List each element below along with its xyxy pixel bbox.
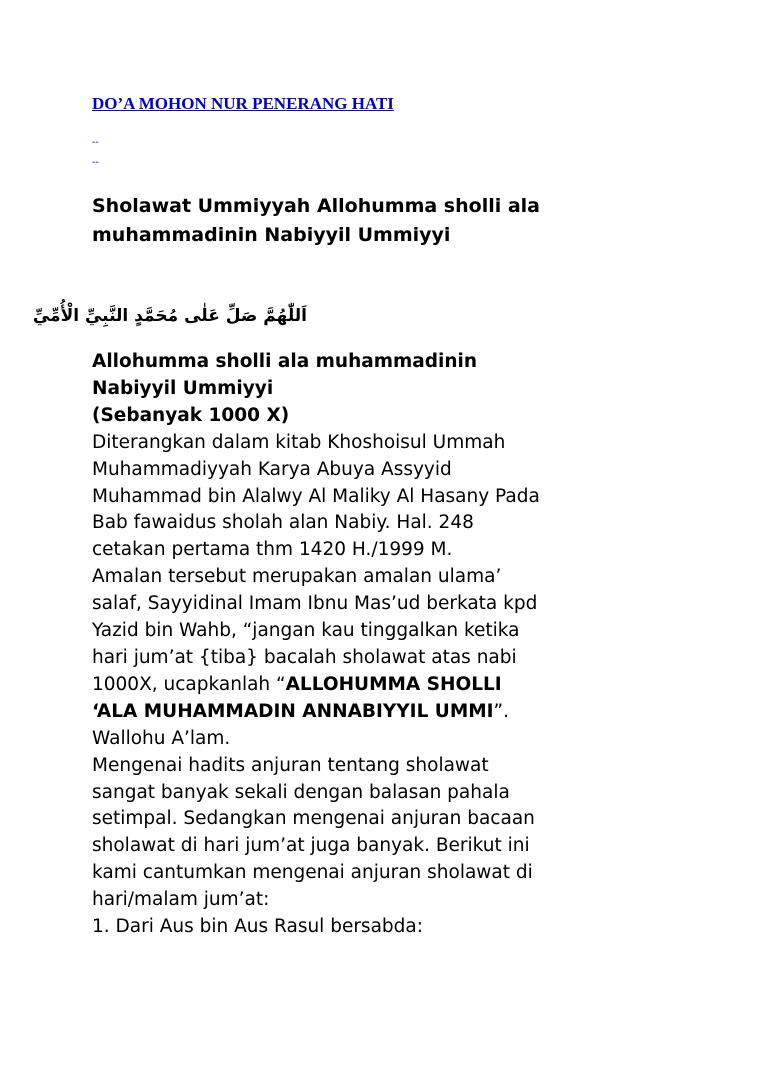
quote-line [92, 672, 692, 699]
body-line: Diterangkan dalam kitab Khoshoisul Ummah [92, 431, 506, 453]
body-line: salaf, Sayyidinal Imam Ibnu Mas’ud berkata kpd [92, 593, 538, 615]
body-line: setimpal. Sedangkan mengenai anjuran bacaan [92, 808, 535, 830]
sholawat-heading [92, 192, 692, 250]
separator-dash: -- [92, 137, 99, 148]
body-line: sholawat di hari jum’at juga banyak. Berikut ini [92, 835, 530, 857]
bold-line: (Sebanyak 1000 X) [92, 404, 290, 426]
body-line: cetakan pertama thm 1420 H./1999 M. [92, 539, 453, 561]
quote-bold: ‘ALA MUHAMMADIN ANNABIYYIL UMMI [92, 700, 494, 722]
body-line: hari/malam jum’at: [92, 889, 270, 911]
body-text [92, 349, 692, 941]
document-title: DO’A MOHON NUR PENERANG HATI [92, 94, 394, 113]
body-line: 1. Dari Aus bin Aus Rasul bersabda: [92, 916, 423, 938]
bold-line: Allohumma sholli ala muhammadinin [92, 351, 478, 372]
body-line: Muhammadiyyah Karya Abuya Assyyid [92, 458, 452, 480]
body-line: Yazid bin Wahb, “jangan kau tinggalkan ketika [92, 620, 520, 642]
body-line: sangat banyak sekali dengan balasan pahala [92, 781, 510, 803]
quote-bold: ALLOHUMMA SHOLLI [285, 673, 502, 695]
heading-line: Sholawat Ummiyyah Allohumma sholli ala [92, 195, 541, 217]
arabic-sholawat: اَللّٰهُمَّ صَلِّ عَلٰى مُحَمَّدٍ النَّبِيِّ الْأُمِّيِّ [32, 306, 307, 326]
body-line: kami cantumkan mengenai anjuran sholawat di [92, 862, 533, 884]
bold-line: Nabiyyil Ummiyyi [92, 377, 274, 399]
quote-line [92, 699, 692, 726]
body-line: Amalan tersebut merupakan amalan ulama’ [92, 566, 502, 588]
heading-line: muhammadinin Nabiyyil Ummiyyi [92, 224, 451, 246]
body-line: Mengenai hadits anjuran tentang sholawat [92, 754, 489, 776]
body-line: hari jum’at {tiba} bacalah sholawat atas nabi [92, 646, 517, 668]
quote-prefix: 1000X, ucapkanlah “ [92, 673, 286, 695]
body-line: Muhammad bin Alalwy Al Maliky Al Hasany Pada [92, 485, 540, 507]
body-line: Wallohu A’lam. [92, 727, 231, 749]
body-line: Bab fawaidus sholah alan Nabiy. Hal. 248 [92, 512, 474, 534]
quote-suffix: ”. [493, 700, 509, 722]
separator-dash: -- [92, 157, 99, 168]
